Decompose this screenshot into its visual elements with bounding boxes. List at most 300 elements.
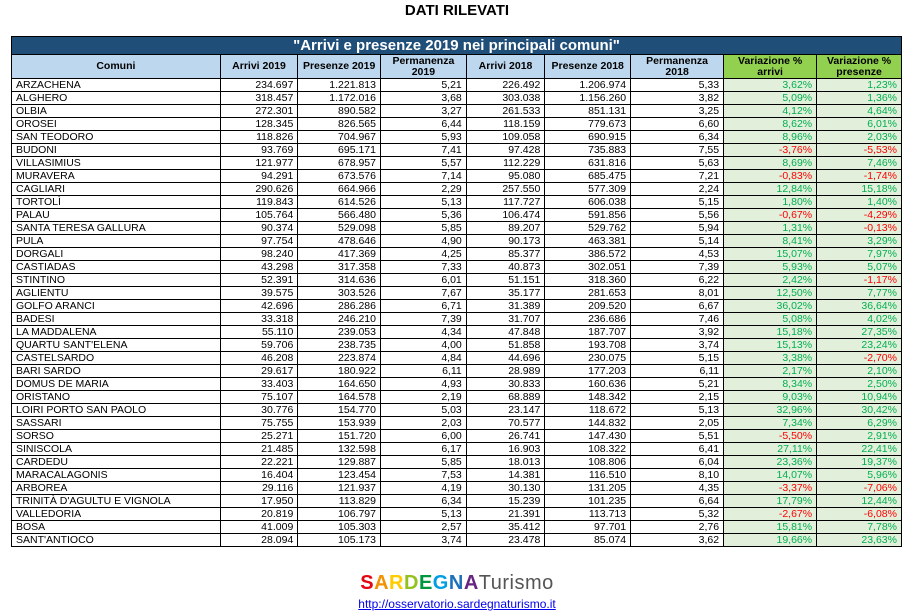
table-row [12,456,902,469]
table-cell: 131.205 [545,482,631,495]
comune-name: AGLIENTU [12,287,221,300]
variazione-presenze: 7,97% [817,248,902,261]
comune-name: QUARTU SANT'ELENA [12,339,221,352]
table-cell: 90.374 [220,222,298,235]
logo-letter: S [360,572,375,594]
table-cell: 3,68 [380,92,466,105]
logo-letter: A [374,572,390,594]
variazione-arrivi: 15,81% [724,521,817,534]
table-cell: 303.526 [298,287,381,300]
table-cell: 3,74 [631,339,724,352]
table-row [12,235,902,248]
table-cell: 6,34 [631,131,724,144]
table-cell: 113.829 [298,495,381,508]
table-row [12,352,902,365]
table-cell: 70.577 [466,417,545,430]
table-cell: 7,21 [631,170,724,183]
table-cell: 690.915 [545,131,631,144]
table-cell: 6,11 [380,365,466,378]
variazione-presenze: 23,63% [817,534,902,547]
comune-name: STINTINO [12,274,221,287]
table-cell: 631.816 [545,157,631,170]
table-cell: 5,57 [380,157,466,170]
comune-name: GOLFO ARANCI [12,300,221,313]
table-cell: 5,33 [631,79,724,92]
table-cell: 4,84 [380,352,466,365]
table-row [12,196,902,209]
table-cell: 1.206.974 [545,79,631,92]
data-table [11,36,902,547]
table-cell: 318.360 [545,274,631,287]
table-cell: 234.697 [220,79,298,92]
comune-name: PULA [12,235,221,248]
table-cell: 89.207 [466,222,545,235]
table-cell: 93.769 [220,144,298,157]
table-cell: 160.636 [545,378,631,391]
table-cell: 4,00 [380,339,466,352]
table-cell: 22.221 [220,456,298,469]
table-cell: 230.075 [545,352,631,365]
table-cell: 318.457 [220,92,298,105]
table-cell: 97.754 [220,235,298,248]
variazione-presenze: -7,06% [817,482,902,495]
variazione-arrivi: 8,69% [724,157,817,170]
variazione-presenze: 4,02% [817,313,902,326]
table-cell: 118.159 [466,118,545,131]
logo-suffix: Turismo [478,572,554,594]
variazione-presenze: -2,70% [817,352,902,365]
table-cell: 7,33 [380,261,466,274]
column-header: Arrivi 2019 [220,55,298,79]
table-cell: 3,62 [631,534,724,547]
website-link[interactable]: http://osservatorio.sardegnaturismo.it [358,597,556,611]
table-cell: 7,55 [631,144,724,157]
table-cell: 246.210 [298,313,381,326]
table-cell: 7,41 [380,144,466,157]
column-header: Presenze 2019 [298,55,381,79]
table-cell: 1.221.813 [298,79,381,92]
variazione-arrivi: 3,38% [724,352,817,365]
table-cell: 59.706 [220,339,298,352]
table-cell: 5,85 [380,222,466,235]
table-cell: 6,04 [631,456,724,469]
table-cell: 47.848 [466,326,545,339]
table-cell: 826.565 [298,118,381,131]
table-cell: 2,24 [631,183,724,196]
comune-name: OROSEI [12,118,221,131]
table-cell: 5,32 [631,508,724,521]
table-cell: 478.646 [298,235,381,248]
table-cell: 90.173 [466,235,545,248]
table-cell: 23.478 [466,534,545,547]
logo-letter: N [448,572,464,594]
comune-name: SAN TEODORO [12,131,221,144]
comune-name: SANTA TERESA GALLURA [12,222,221,235]
table-row [12,443,902,456]
comune-name: SASSARI [12,417,221,430]
table-row [12,508,902,521]
table-cell: 226.492 [466,79,545,92]
table-cell: 119.843 [220,196,298,209]
table-cell: 529.762 [545,222,631,235]
table-cell: 6,11 [631,365,724,378]
table-cell: 8,01 [631,287,724,300]
variazione-presenze: 4,64% [817,105,902,118]
table-cell: 223.874 [298,352,381,365]
table-cell: 51.151 [466,274,545,287]
table-cell: 4,35 [631,482,724,495]
variazione-arrivi: -2,67% [724,508,817,521]
table-row [12,105,902,118]
table-cell: 566.480 [298,209,381,222]
table-cell: 678.957 [298,157,381,170]
table-cell: 30.776 [220,404,298,417]
table-cell: 147.430 [545,430,631,443]
table-cell: 290.626 [220,183,298,196]
comune-name: LA MADDALENA [12,326,221,339]
variazione-arrivi: 17,79% [724,495,817,508]
table-cell: 2,05 [631,417,724,430]
table-cell: 41.009 [220,521,298,534]
variazione-presenze: 27,35% [817,326,902,339]
table-title: "Arrivi e presenze 2019 nei principali comuni" [12,37,902,55]
table-cell: 7,39 [380,313,466,326]
table-cell: 2,57 [380,521,466,534]
table-cell: 46.208 [220,352,298,365]
table-cell: 31.707 [466,313,545,326]
table-cell: 3,92 [631,326,724,339]
comune-name: ARZACHENA [12,79,221,92]
table-cell: 29.617 [220,365,298,378]
table-cell: 118.672 [545,404,631,417]
table-row [12,209,902,222]
variazione-presenze: 2,91% [817,430,902,443]
table-cell: 116.510 [545,469,631,482]
comune-name: SANT'ANTIOCO [12,534,221,547]
table-cell: 6,71 [380,300,466,313]
table-row [12,430,902,443]
table-cell: 16.404 [220,469,298,482]
variazione-presenze: 19,37% [817,456,902,469]
column-header: Permanenza 2018 [631,55,724,79]
table-cell: 3,82 [631,92,724,105]
table-cell: 591.856 [545,209,631,222]
table-cell: 15.239 [466,495,545,508]
table-cell: 7,14 [380,170,466,183]
table-cell: 193.708 [545,339,631,352]
variazione-arrivi: 8,41% [724,235,817,248]
table-row [12,534,902,547]
table-row [12,391,902,404]
variazione-arrivi: 5,93% [724,261,817,274]
table-cell: 105.303 [298,521,381,534]
variazione-arrivi: 23,36% [724,456,817,469]
variazione-presenze: 15,18% [817,183,902,196]
table-cell: 187.707 [545,326,631,339]
column-header-row [12,55,902,79]
variazione-arrivi: 5,09% [724,92,817,105]
table-cell: 7,39 [631,261,724,274]
variazione-presenze: 6,01% [817,118,902,131]
comune-name: BARI SARDO [12,365,221,378]
table-cell: 123.454 [298,469,381,482]
table-cell: 577.309 [545,183,631,196]
table-cell: 85.377 [466,248,545,261]
table-cell: 209.520 [545,300,631,313]
variazione-presenze: 2,10% [817,365,902,378]
table-cell: 417.369 [298,248,381,261]
table-cell: 51.858 [466,339,545,352]
table-cell: 529.098 [298,222,381,235]
table-cell: 128.345 [220,118,298,131]
table-cell: 5,14 [631,235,724,248]
table-cell: 39.575 [220,287,298,300]
table-cell: 129.887 [298,456,381,469]
table-cell: 40.873 [466,261,545,274]
variazione-presenze: -5,53% [817,144,902,157]
table-cell: 30.130 [466,482,545,495]
table-cell: 735.883 [545,144,631,157]
logo-letter: G [432,572,449,594]
comune-name: VALLEDORIA [12,508,221,521]
variazione-presenze: 1,40% [817,196,902,209]
table-row [12,300,902,313]
table-row [12,495,902,508]
table-cell: 2,19 [380,391,466,404]
table-cell: 117.727 [466,196,545,209]
table-cell: 2,03 [380,417,466,430]
table-cell: 144.832 [545,417,631,430]
variazione-arrivi: 8,62% [724,118,817,131]
column-header: Comuni [12,55,221,79]
logo-letter: A [463,572,479,594]
variazione-presenze: -4,29% [817,209,902,222]
comune-name: CAGLIARI [12,183,221,196]
column-header: Arrivi 2018 [466,55,545,79]
variazione-arrivi: 27,11% [724,443,817,456]
table-cell: 68.889 [466,391,545,404]
table-cell: 101.235 [545,495,631,508]
table-cell: 112.229 [466,157,545,170]
comune-name: DOMUS DE MARIA [12,378,221,391]
logo-letter: R [389,572,404,594]
variazione-presenze: 23,24% [817,339,902,352]
table-cell: 3,27 [380,105,466,118]
comune-name: LOIRI PORTO SAN PAOLO [12,404,221,417]
table-row [12,92,902,105]
table-cell: 5,36 [380,209,466,222]
variazione-arrivi: 5,08% [724,313,817,326]
variazione-presenze: 7,78% [817,521,902,534]
variazione-arrivi: 15,07% [724,248,817,261]
table-cell: 7,46 [631,313,724,326]
table-cell: 20.819 [220,508,298,521]
comune-name: TORTOLÌ [12,196,221,209]
table-cell: 6,60 [631,118,724,131]
table-cell: 386.572 [545,248,631,261]
table-row [12,365,902,378]
table-row [12,469,902,482]
table-cell: 5,94 [631,222,724,235]
table-cell: 42.696 [220,300,298,313]
table-cell: 5,93 [380,131,466,144]
table-cell: 2,29 [380,183,466,196]
table-cell: 95.080 [466,170,545,183]
table-cell: 851.131 [545,105,631,118]
table-cell: 21.391 [466,508,545,521]
table-cell: 5,13 [380,508,466,521]
table-cell: 33.318 [220,313,298,326]
table-cell: 463.381 [545,235,631,248]
table-cell: 106.474 [466,209,545,222]
variazione-arrivi: 9,03% [724,391,817,404]
table-row [12,183,902,196]
comune-name: CARDEDU [12,456,221,469]
variazione-presenze: 36,64% [817,300,902,313]
table-cell: 5,56 [631,209,724,222]
table-cell: 5,21 [631,378,724,391]
table-cell: 6,00 [380,430,466,443]
variazione-presenze: 7,77% [817,287,902,300]
variazione-presenze: -1,17% [817,274,902,287]
table-cell: 673.576 [298,170,381,183]
table-cell: 106.797 [298,508,381,521]
table-cell: 21.485 [220,443,298,456]
variazione-presenze: 10,94% [817,391,902,404]
table-cell: 5,85 [380,456,466,469]
table-cell: 151.720 [298,430,381,443]
table-cell: 5,13 [631,404,724,417]
table-cell: 108.806 [545,456,631,469]
table-cell: 109.058 [466,131,545,144]
table-cell: 238.735 [298,339,381,352]
table-row [12,378,902,391]
variazione-presenze: 2,03% [817,131,902,144]
table-cell: 55.110 [220,326,298,339]
table-cell: 35.412 [466,521,545,534]
table-cell: 28.989 [466,365,545,378]
table-row [12,222,902,235]
table-cell: 317.358 [298,261,381,274]
variazione-arrivi: -3,76% [724,144,817,157]
comune-name: SINISCOLA [12,443,221,456]
table-cell: 6,22 [631,274,724,287]
table-cell: 261.533 [466,105,545,118]
comune-name: BOSA [12,521,221,534]
table-cell: 105.173 [298,534,381,547]
table-cell: 97.428 [466,144,545,157]
table-cell: 164.650 [298,378,381,391]
table-row [12,339,902,352]
variazione-presenze: 22,41% [817,443,902,456]
table-cell: 3,25 [631,105,724,118]
table-cell: 43.298 [220,261,298,274]
comune-name: ALGHERO [12,92,221,105]
table-cell: 257.550 [466,183,545,196]
variazione-presenze: 30,42% [817,404,902,417]
table-cell: 180.922 [298,365,381,378]
column-header: Variazione % presenze [817,55,902,79]
table-cell: 614.526 [298,196,381,209]
sardegna-turismo-logo [0,572,914,595]
table-cell: 6,44 [380,118,466,131]
table-cell: 281.653 [545,287,631,300]
comune-name: ORISTANO [12,391,221,404]
comune-name: SORSO [12,430,221,443]
table-cell: 108.322 [545,443,631,456]
comune-name: TRINITÀ D'AGULTU E VIGNOLA [12,495,221,508]
table-cell: 121.937 [298,482,381,495]
table-row [12,482,902,495]
variazione-arrivi: 8,96% [724,131,817,144]
logo-wordmark [360,572,479,594]
table-cell: 2,15 [631,391,724,404]
comune-name: OLBIA [12,105,221,118]
table-cell: 7,53 [380,469,466,482]
table-row [12,144,902,157]
table-cell: 303.038 [466,92,545,105]
table-cell: 779.673 [545,118,631,131]
table-row [12,521,902,534]
variazione-arrivi: 2,17% [724,365,817,378]
table-row [12,417,902,430]
table-cell: 236.686 [545,313,631,326]
variazione-arrivi: 1,80% [724,196,817,209]
table-cell: 44.696 [466,352,545,365]
variazione-arrivi: 3,62% [724,79,817,92]
table-row [12,287,902,300]
variazione-arrivi: 19,66% [724,534,817,547]
table-cell: 18.013 [466,456,545,469]
table-row [12,404,902,417]
table-cell: 6,67 [631,300,724,313]
variazione-presenze: 12,44% [817,495,902,508]
table-cell: 3,74 [380,534,466,547]
table-cell: 6,17 [380,443,466,456]
variazione-presenze: 1,23% [817,79,902,92]
table-cell: 5,21 [380,79,466,92]
variazione-arrivi: 15,13% [724,339,817,352]
table-cell: 5,63 [631,157,724,170]
variazione-presenze: -1,74% [817,170,902,183]
table-cell: 4,53 [631,248,724,261]
comune-name: PALAU [12,209,221,222]
variazione-arrivi: 12,84% [724,183,817,196]
comune-name: BADESI [12,313,221,326]
table-cell: 35.177 [466,287,545,300]
table-cell: 52.391 [220,274,298,287]
logo-letter: E [418,572,433,594]
variazione-arrivi: -5,50% [724,430,817,443]
table-row [12,326,902,339]
table-cell: 105.764 [220,209,298,222]
variazione-arrivi: 14,07% [724,469,817,482]
variazione-arrivi: 36,02% [724,300,817,313]
column-header: Variazione % arrivi [724,55,817,79]
table-row [12,274,902,287]
table-cell: 314.636 [298,274,381,287]
variazione-presenze: 2,50% [817,378,902,391]
table-row [12,261,902,274]
table-cell: 6,34 [380,495,466,508]
table-cell: 272.301 [220,105,298,118]
table-cell: 8,10 [631,469,724,482]
table-cell: 25.271 [220,430,298,443]
table-cell: 153.939 [298,417,381,430]
table-cell: 4,25 [380,248,466,261]
table-cell: 7,67 [380,287,466,300]
variazione-presenze: 5,07% [817,261,902,274]
